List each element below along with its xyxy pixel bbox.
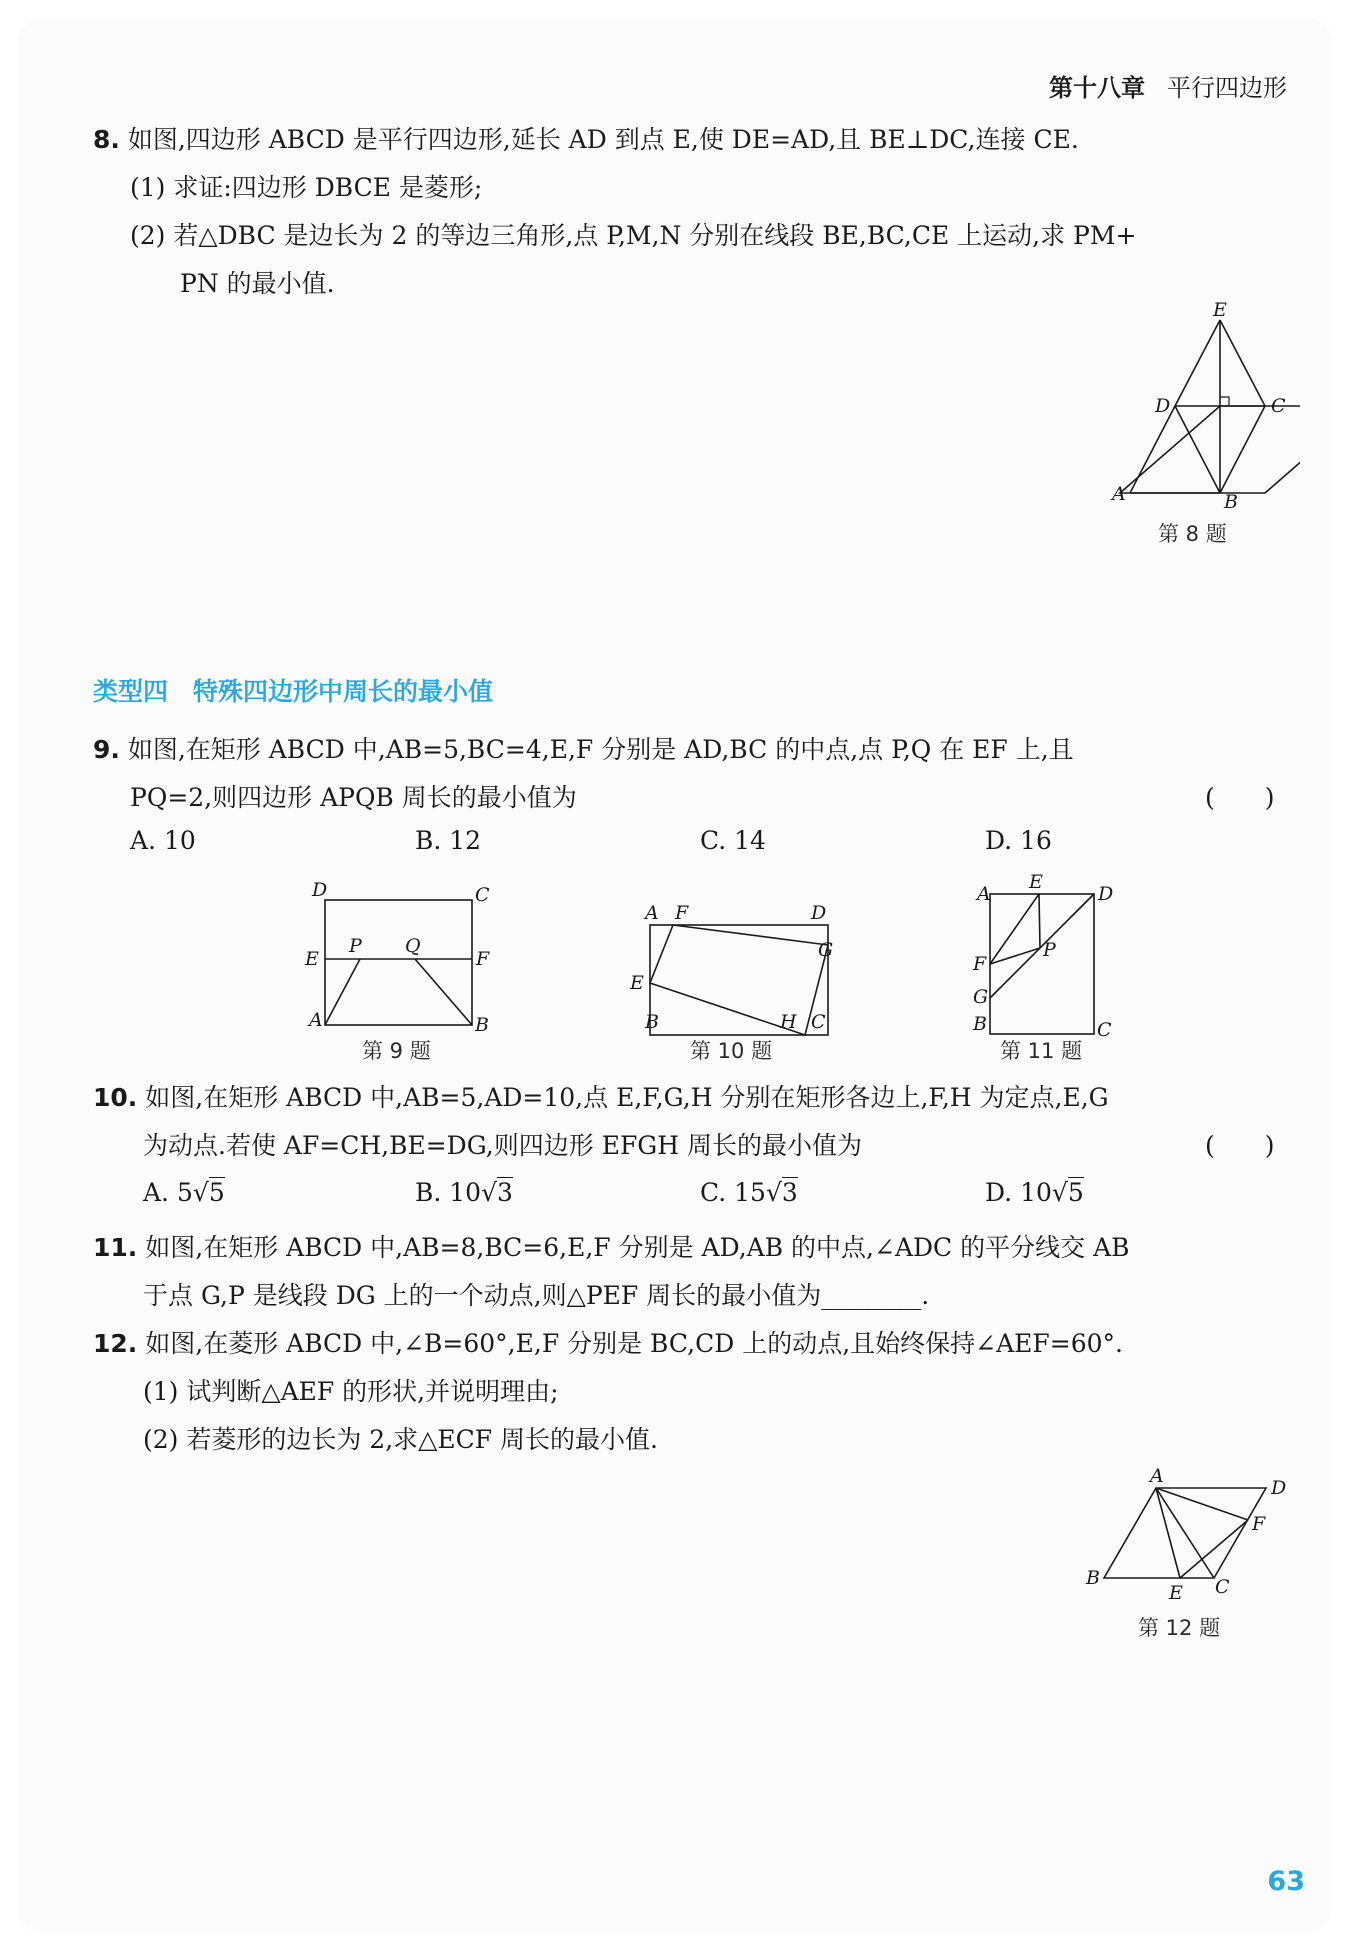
fig11-label-F: F [973, 953, 987, 975]
chapter-header [1049, 68, 1287, 103]
fig12-label-A: A [1150, 1465, 1164, 1487]
fig8-label-A: A [1112, 483, 1126, 505]
question-text: 如图,在矩形 ABCD 中,AB=5,BC=4,E,F 分别是 AD,BC 的中点,点 P,Q 在 EF 上,且 [127, 735, 1074, 764]
fig12-label-E: E [1169, 1582, 1183, 1604]
option-coefficient: 10 [1020, 1178, 1052, 1207]
option-letter: C. [700, 1178, 727, 1207]
fig11-rectangle [990, 894, 1094, 1034]
question-11-line1 [93, 1228, 1130, 1264]
option-radicand: 3 [497, 1178, 513, 1207]
question-text: 如图,在矩形 ABCD 中,AB=8,BC=6,E,F 分别是 AD,AB 的中点,∠ADC 的平分线交 AB [145, 1233, 1130, 1262]
fig9-line-QB [415, 959, 472, 1025]
fig9-label-Q: Q [405, 935, 421, 957]
sqrt-sign: √ [481, 1178, 498, 1207]
fig12-label-C: C [1215, 1576, 1230, 1598]
fig10-label-F: F [675, 902, 689, 924]
fig9-label-A: A [309, 1009, 323, 1031]
figure-11-caption: 第 11 题 [1000, 1039, 1083, 1063]
fig12-label-F: F [1252, 1513, 1266, 1535]
fig11-label-C: C [1097, 1019, 1112, 1040]
figure-11 [965, 870, 1125, 1040]
fig11-label-A: A [977, 883, 991, 905]
q9-option-d: D. 16 [985, 826, 1052, 855]
option-letter: B. [415, 1178, 442, 1207]
sqrt-sign: √ [765, 1178, 782, 1207]
fig12-line-EF [1180, 1520, 1248, 1578]
fig10-label-A: A [645, 902, 659, 924]
q9-option-b: B. 12 [415, 826, 482, 855]
fig9-label-F: F [476, 948, 490, 970]
question-12-part1: (1) 试判断△AEF 的形状,并说明理由; [143, 1377, 559, 1406]
question-12-part2: (2) 若菱形的边长为 2,求△ECF 周长的最小值. [143, 1425, 659, 1454]
fig9-label-C: C [475, 884, 490, 906]
figure-10 [625, 895, 855, 1040]
question-10-answer-paren: ( ) [1205, 1131, 1275, 1160]
fig10-quadrilateral-EFGH [650, 925, 828, 1035]
fig8-label-E: E [1213, 300, 1227, 321]
fig8-line-CB [1220, 406, 1265, 493]
fig11-line-EF [990, 894, 1039, 964]
fig9-rectangle [325, 900, 472, 1025]
question-text: 如图,在矩形 ABCD 中,AB=5,AD=10,点 E,F,G,H 分别在矩形各边上,F,H 为定点,E,G [145, 1083, 1109, 1112]
fig12-line-AF [1156, 1488, 1248, 1520]
sqrt-sign: √ [1051, 1178, 1068, 1207]
section-title: 类型四 特殊四边形中周长的最小值 [93, 677, 494, 706]
fig8-line-EC [1220, 320, 1265, 406]
option-radicand: 3 [781, 1178, 798, 1207]
question-10-line2: 为动点.若使 AF=CH,BE=DG,则四边形 EFGH 周长的最小值为 [143, 1131, 863, 1160]
fig11-label-D: D [1098, 883, 1114, 905]
q9-option-a: A. 10 [130, 826, 196, 855]
fig10-label-H: H [780, 1011, 797, 1033]
question-text: 如图,四边形 ABCD 是平行四边形,延长 AD 到点 E,使 DE=AD,且 BE⊥DC,连接 CE. [127, 125, 1079, 154]
question-11-line2: 于点 G,P 是线段 DG 上的一个动点,则△PEF 周长的最小值为________. [143, 1281, 930, 1310]
question-number: 11. [93, 1233, 138, 1262]
question-9-line1 [93, 730, 1074, 766]
fig9-label-E: E [305, 948, 319, 970]
fig11-label-B: B [973, 1013, 987, 1035]
figure-8-caption: 第 8 题 [1158, 522, 1227, 546]
chapter-label: 第十八章 [1049, 74, 1145, 102]
option-letter: A. [143, 1178, 170, 1207]
fig9-label-D: D [312, 879, 328, 901]
question-12 [93, 1324, 1123, 1360]
chapter-title: 平行四边形 [1167, 74, 1287, 102]
question-number: 8. [93, 125, 120, 154]
fig11-line-EP [1039, 894, 1040, 948]
option-coefficient: 10 [449, 1178, 482, 1207]
question-number: 12. [93, 1329, 138, 1358]
option-coefficient: 5 [176, 1178, 193, 1207]
fig12-line-AE [1156, 1488, 1180, 1578]
option-coefficient: 15 [734, 1178, 766, 1207]
fig8-line-DB [1175, 406, 1220, 493]
figure-9-caption: 第 9 题 [362, 1039, 431, 1063]
fig10-label-E: E [630, 972, 644, 994]
fig8-line-ED [1175, 320, 1220, 406]
fig11-label-G: G [973, 986, 989, 1008]
question-8-part2-line2: PN 的最小值. [180, 269, 335, 298]
question-9-answer-paren: ( ) [1205, 783, 1275, 812]
figure-12 [1080, 1460, 1300, 1615]
option-letter: D. [985, 1178, 1013, 1207]
fig11-label-P: P [1043, 939, 1056, 961]
q10-option-b [415, 1178, 513, 1207]
q9-option-c: C. 14 [700, 826, 766, 855]
fig11-line-DG [990, 894, 1094, 998]
question-number: 9. [93, 735, 120, 764]
figure-12-caption: 第 12 题 [1138, 1616, 1221, 1640]
fig9-label-B: B [475, 1014, 489, 1036]
fig12-line-AC [1156, 1488, 1214, 1578]
q10-option-d [985, 1178, 1084, 1207]
fig9-label-P: P [349, 935, 362, 957]
fig10-label-B: B [645, 1011, 659, 1033]
fig8-line-DA [1130, 406, 1175, 493]
fig12-label-B: B [1086, 1567, 1100, 1589]
question-8-part2-line1: (2) 若△DBC 是边长为 2 的等边三角形,点 P,M,N 分别在线段 BE,BC,CE 上运动,求 PM+ [130, 221, 1137, 250]
option-radicand: 5 [208, 1178, 225, 1207]
question-number: 10. [93, 1083, 138, 1112]
fig8-label-C: C [1271, 395, 1286, 417]
fig12-label-D: D [1271, 1477, 1287, 1499]
fig8-label-D: D [1155, 395, 1171, 417]
question-8-part1: (1) 求证:四边形 DBCE 是菱形; [130, 173, 483, 202]
sqrt-sign: √ [192, 1178, 209, 1207]
q10-option-a [143, 1178, 225, 1207]
question-text: 如图,在菱形 ABCD 中,∠B=60°,E,F 分别是 BC,CD 上的动点,且始终保持∠AEF=60°. [145, 1329, 1123, 1358]
figure-8 [1100, 300, 1300, 525]
fig8-right-angle [1220, 397, 1229, 406]
question-8 [93, 120, 1079, 156]
fig8-label-B: B [1224, 491, 1238, 513]
fig10-label-C: C [811, 1011, 826, 1033]
fig8-parallelogram [1120, 406, 1300, 493]
figure-10-caption: 第 10 题 [690, 1039, 773, 1063]
option-radicand: 5 [1067, 1178, 1084, 1207]
fig10-label-D: D [811, 902, 827, 924]
page-number: 63 [1267, 1866, 1305, 1897]
fig9-line-AP [325, 959, 360, 1025]
question-9-line2: PQ=2,则四边形 APQB 周长的最小值为 [130, 783, 577, 812]
q10-option-c [700, 1178, 798, 1207]
figure-9 [300, 876, 510, 1036]
fig10-label-G: G [818, 939, 834, 961]
fig11-label-E: E [1029, 871, 1043, 893]
question-10-line1 [93, 1078, 1109, 1114]
